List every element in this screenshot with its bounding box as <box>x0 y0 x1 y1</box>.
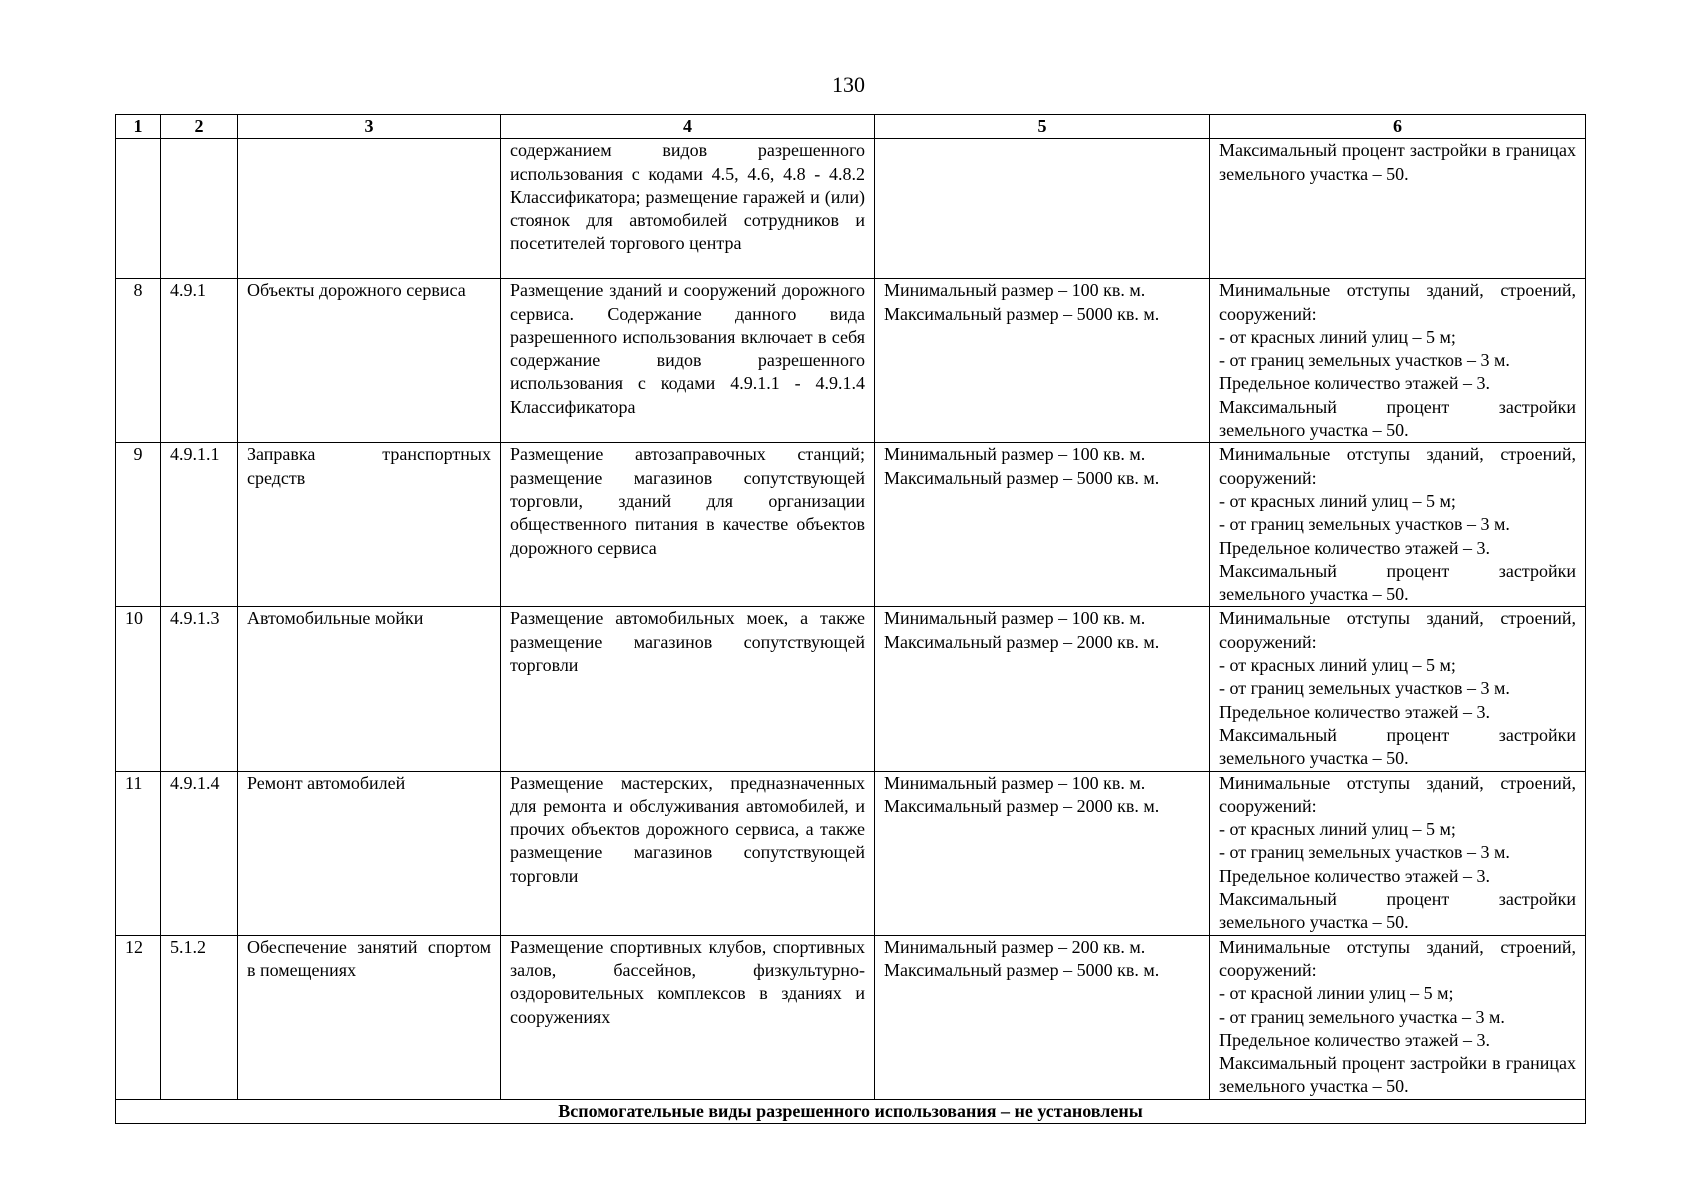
header-col-3: 3 <box>238 115 501 139</box>
row-params <box>1210 607 1586 771</box>
size-max: Максимальный размер – 5000 кв. м. <box>884 959 1160 980</box>
table-row <box>116 443 1586 607</box>
row-size <box>875 771 1210 935</box>
size-max: Максимальный размер – 5000 кв. м. <box>884 467 1160 488</box>
row-size <box>875 935 1210 1099</box>
params-line: Минимальные отступы зданий, строений, сооружений: <box>1219 444 1576 488</box>
row-name: Автомобильные мойки <box>238 607 501 771</box>
row-name: Ремонт автомобилей <box>238 771 501 935</box>
params-line: Предельное количество этажей – 3. <box>1219 1029 1490 1050</box>
row-number: 11 <box>116 771 161 935</box>
row-name <box>238 139 501 279</box>
row-name: Обеспечение занятий спортом в помещениях <box>238 935 501 1099</box>
row-params <box>1210 139 1586 279</box>
row-description: Размещение автозаправочных станций; размещение магазинов сопутствующей торговли, зданий для организации общественного питания в качестве объектов дорожного сервиса <box>501 443 875 607</box>
params-line: Максимальный процент застройки в границах земельного участка – 50. <box>1219 140 1576 184</box>
row-params <box>1210 935 1586 1099</box>
params-line: - от красных линий улиц – 5 м; <box>1219 326 1456 347</box>
row-description: Размещение спортивных клубов, спортивных залов, бассейнов, физкультурно-оздоровительных комплексов в зданиях и сооружениях <box>501 935 875 1099</box>
params-line: Максимальный процент застройки в границах земельного участка – 50. <box>1219 1053 1576 1097</box>
params-line: - от красных линий улиц – 5 м; <box>1219 819 1456 840</box>
params-line: Предельное количество этажей – 3. <box>1219 701 1490 722</box>
footer-row <box>116 1099 1586 1123</box>
params-line: Максимальный процент застройки земельного участка – 50. <box>1219 889 1576 933</box>
table-row <box>116 139 1586 279</box>
row-description: Размещение зданий и сооружений дорожного сервиса. Содержание данного вида разрешенного использования включает в себя содержание видов разрешенного использования с кодами 4.9.1.1 - 4.9.1.4 Классификатора <box>501 279 875 443</box>
row-size <box>875 139 1210 279</box>
row-code: 5.1.2 <box>161 935 238 1099</box>
header-col-2: 2 <box>161 115 238 139</box>
params-line: Максимальный процент застройки земельного участка – 50. <box>1219 724 1576 769</box>
row-code: 4.9.1.1 <box>161 443 238 607</box>
params-line: Минимальные отступы зданий, строений, сооружений: <box>1219 280 1576 324</box>
size-max: Максимальный размер – 2000 кв. м. <box>884 795 1160 816</box>
auxiliary-uses-note: Вспомогательные виды разрешенного использования – не установлены <box>116 1099 1586 1123</box>
params-line: Предельное количество этажей – 3. <box>1219 373 1490 394</box>
params-line: Минимальные отступы зданий, строений, сооружений: <box>1219 936 1576 980</box>
row-params <box>1210 771 1586 935</box>
params-line: - от границ земельных участков – 3 м. <box>1219 350 1510 371</box>
row-code <box>161 139 238 279</box>
size-min: Минимальный размер – 200 кв. м. <box>884 936 1146 957</box>
size-min: Минимальный размер – 100 кв. м. <box>884 444 1146 465</box>
params-line: - от красных линий улиц – 5 м; <box>1219 655 1456 676</box>
params-line: - от границ земельного участка – 3 м. <box>1219 1006 1505 1027</box>
row-number: 8 <box>116 279 161 443</box>
header-col-6: 6 <box>1210 115 1586 139</box>
params-line: Максимальный процент застройки земельного участка – 50. <box>1219 560 1576 605</box>
table-row <box>116 771 1586 935</box>
params-line: Предельное количество этажей – 3. <box>1219 537 1490 558</box>
params-line: Минимальные отступы зданий, строений, сооружений: <box>1219 608 1576 652</box>
row-name: Объекты дорожного сервиса <box>238 279 501 443</box>
size-min: Минимальный размер – 100 кв. м. <box>884 772 1146 793</box>
params-line: - от красной линии улиц – 5 м; <box>1219 983 1454 1004</box>
row-name: Заправка транспортных средств <box>238 443 501 607</box>
size-min: Минимальный размер – 100 кв. м. <box>884 280 1146 301</box>
header-col-1: 1 <box>116 115 161 139</box>
header-col-4: 4 <box>501 115 875 139</box>
row-params <box>1210 279 1586 443</box>
row-description: содержанием видов разрешенного использования с кодами 4.5, 4.6, 4.8 - 4.8.2 Классификатора; размещение гаражей и (или) стоянок для автомобилей сотрудников и посетителей торгового центра <box>501 139 875 279</box>
row-code: 4.9.1.3 <box>161 607 238 771</box>
row-code: 4.9.1.4 <box>161 771 238 935</box>
row-size <box>875 443 1210 607</box>
size-max: Максимальный размер – 5000 кв. м. <box>884 303 1160 324</box>
size-min: Минимальный размер – 100 кв. м. <box>884 608 1146 629</box>
row-size <box>875 279 1210 443</box>
params-line: Минимальные отступы зданий, строений, сооружений: <box>1219 772 1576 816</box>
row-description: Размещение мастерских, предназначенных для ремонта и обслуживания автомобилей, и прочих объектов дорожного сервиса, а также размещение магазинов сопутствующей торговли <box>501 771 875 935</box>
row-description: Размещение автомобильных моек, а также размещение магазинов сопутствующей торговли <box>501 607 875 771</box>
row-params <box>1210 443 1586 607</box>
params-line: - от границ земельных участков – 3 м. <box>1219 514 1510 535</box>
page-number: 130 <box>832 72 865 97</box>
row-size <box>875 607 1210 771</box>
regulations-table <box>115 114 1586 1124</box>
params-line: - от границ земельных участков – 3 м. <box>1219 842 1510 863</box>
params-line: - от границ земельных участков – 3 м. <box>1219 678 1510 699</box>
table-row <box>116 935 1586 1099</box>
header-col-5: 5 <box>875 115 1210 139</box>
size-max: Максимальный размер – 2000 кв. м. <box>884 631 1160 652</box>
params-line: - от красных линий улиц – 5 м; <box>1219 490 1456 511</box>
row-number: 12 <box>116 935 161 1099</box>
params-line: Предельное количество этажей – 3. <box>1219 865 1490 886</box>
header-row <box>116 115 1586 139</box>
row-number <box>116 139 161 279</box>
params-line: Максимальный процент застройки земельного участка – 50. <box>1219 396 1576 441</box>
table-row <box>116 279 1586 443</box>
row-number: 9 <box>116 443 161 607</box>
table-row <box>116 607 1586 771</box>
row-number: 10 <box>116 607 161 771</box>
row-code: 4.9.1 <box>161 279 238 443</box>
